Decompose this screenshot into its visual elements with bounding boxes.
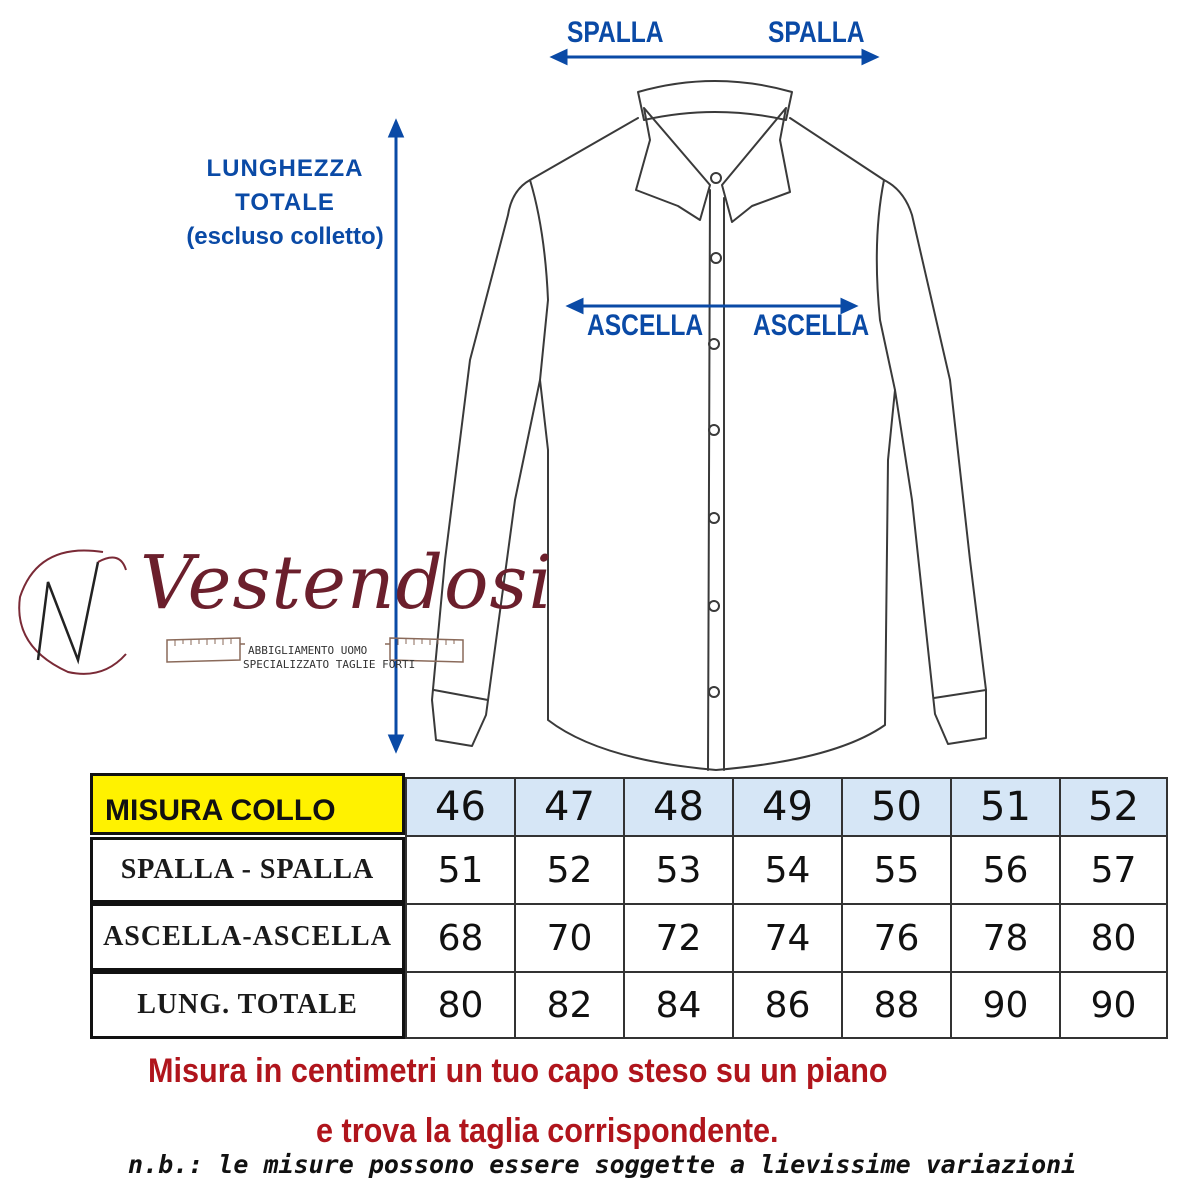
- button: [711, 253, 721, 263]
- size-value-cell: 80: [1059, 903, 1168, 971]
- size-header-cell: 51: [950, 777, 1059, 835]
- logo-subtitle-line1: ABBIGLIAMENTO UOMO: [248, 644, 368, 657]
- button: [709, 513, 719, 523]
- size-value-cell: 54: [732, 835, 841, 903]
- size-value-cell: 53: [623, 835, 732, 903]
- size-value-cell: 90: [1059, 971, 1168, 1039]
- length-label-line3: (escluso colletto): [186, 223, 384, 250]
- button: [709, 687, 719, 697]
- neck-size-header-label: MISURA COLLO: [90, 773, 405, 835]
- size-value-cell: 56: [950, 835, 1059, 903]
- size-header-cell: 48: [623, 777, 732, 835]
- measurement-note: n.b.: le misure possono essere soggette a lievissime variazioni: [128, 1150, 1077, 1179]
- size-value-cell: 68: [405, 903, 514, 971]
- size-value-cell: 86: [732, 971, 841, 1039]
- row-label: SPALLA - SPALLA: [90, 837, 405, 903]
- size-header-cell: 46: [405, 777, 514, 835]
- placket: [708, 190, 724, 770]
- size-value-cell: 90: [950, 971, 1059, 1039]
- length-label-block: [185, 152, 385, 254]
- button: [709, 339, 719, 349]
- row-label: LUNG. TOTALE: [90, 971, 405, 1039]
- logo-emblem: [8, 542, 138, 682]
- button: [709, 601, 719, 611]
- length-label-line1: LUNGHEZZA: [206, 155, 364, 182]
- size-value-cell: 76: [841, 903, 950, 971]
- size-value-cell: 55: [841, 835, 950, 903]
- size-value-cell: 88: [841, 971, 950, 1039]
- size-header-cell: 50: [841, 777, 950, 835]
- size-header-cell: 47: [514, 777, 623, 835]
- button: [709, 425, 719, 435]
- length-label-line2: TOTALE: [235, 189, 335, 216]
- size-value-cell: 57: [1059, 835, 1168, 903]
- shoulder-label-right: SPALLA: [768, 16, 865, 49]
- size-value-cell: 78: [950, 903, 1059, 971]
- armpit-label-left: ASCELLA: [587, 309, 704, 342]
- logo-wordmark: Vestendosi: [140, 540, 554, 626]
- size-value-cell: 51: [405, 835, 514, 903]
- size-header-cell: 49: [732, 777, 841, 835]
- size-value-cell: 70: [514, 903, 623, 971]
- collar-right-wing: [722, 108, 790, 222]
- shoulder-label-left: SPALLA: [567, 16, 664, 49]
- instruction-line2: e trova la taglia corrispondente.: [316, 1112, 779, 1150]
- size-value-cell: 74: [732, 903, 841, 971]
- left-cuff: [434, 690, 488, 700]
- size-value-cell: 80: [405, 971, 514, 1039]
- size-header-cell: 52: [1059, 777, 1168, 835]
- button: [711, 173, 721, 183]
- size-value-cell: 72: [623, 903, 732, 971]
- size-value-cell: 84: [623, 971, 732, 1039]
- size-value-cell: 82: [514, 971, 623, 1039]
- row-label: ASCELLA-ASCELLA: [90, 903, 405, 971]
- collar-band: [638, 81, 792, 120]
- instruction-line1: Misura in centimetri un tuo capo steso su un piano: [148, 1052, 888, 1090]
- armpit-label-right: ASCELLA: [753, 309, 870, 342]
- size-value-cell: 52: [514, 835, 623, 903]
- right-cuff: [934, 690, 986, 698]
- logo-subtitle-line2: SPECIALIZZATO TAGLIE FORTI: [243, 658, 416, 671]
- collar-left-wing: [636, 108, 710, 220]
